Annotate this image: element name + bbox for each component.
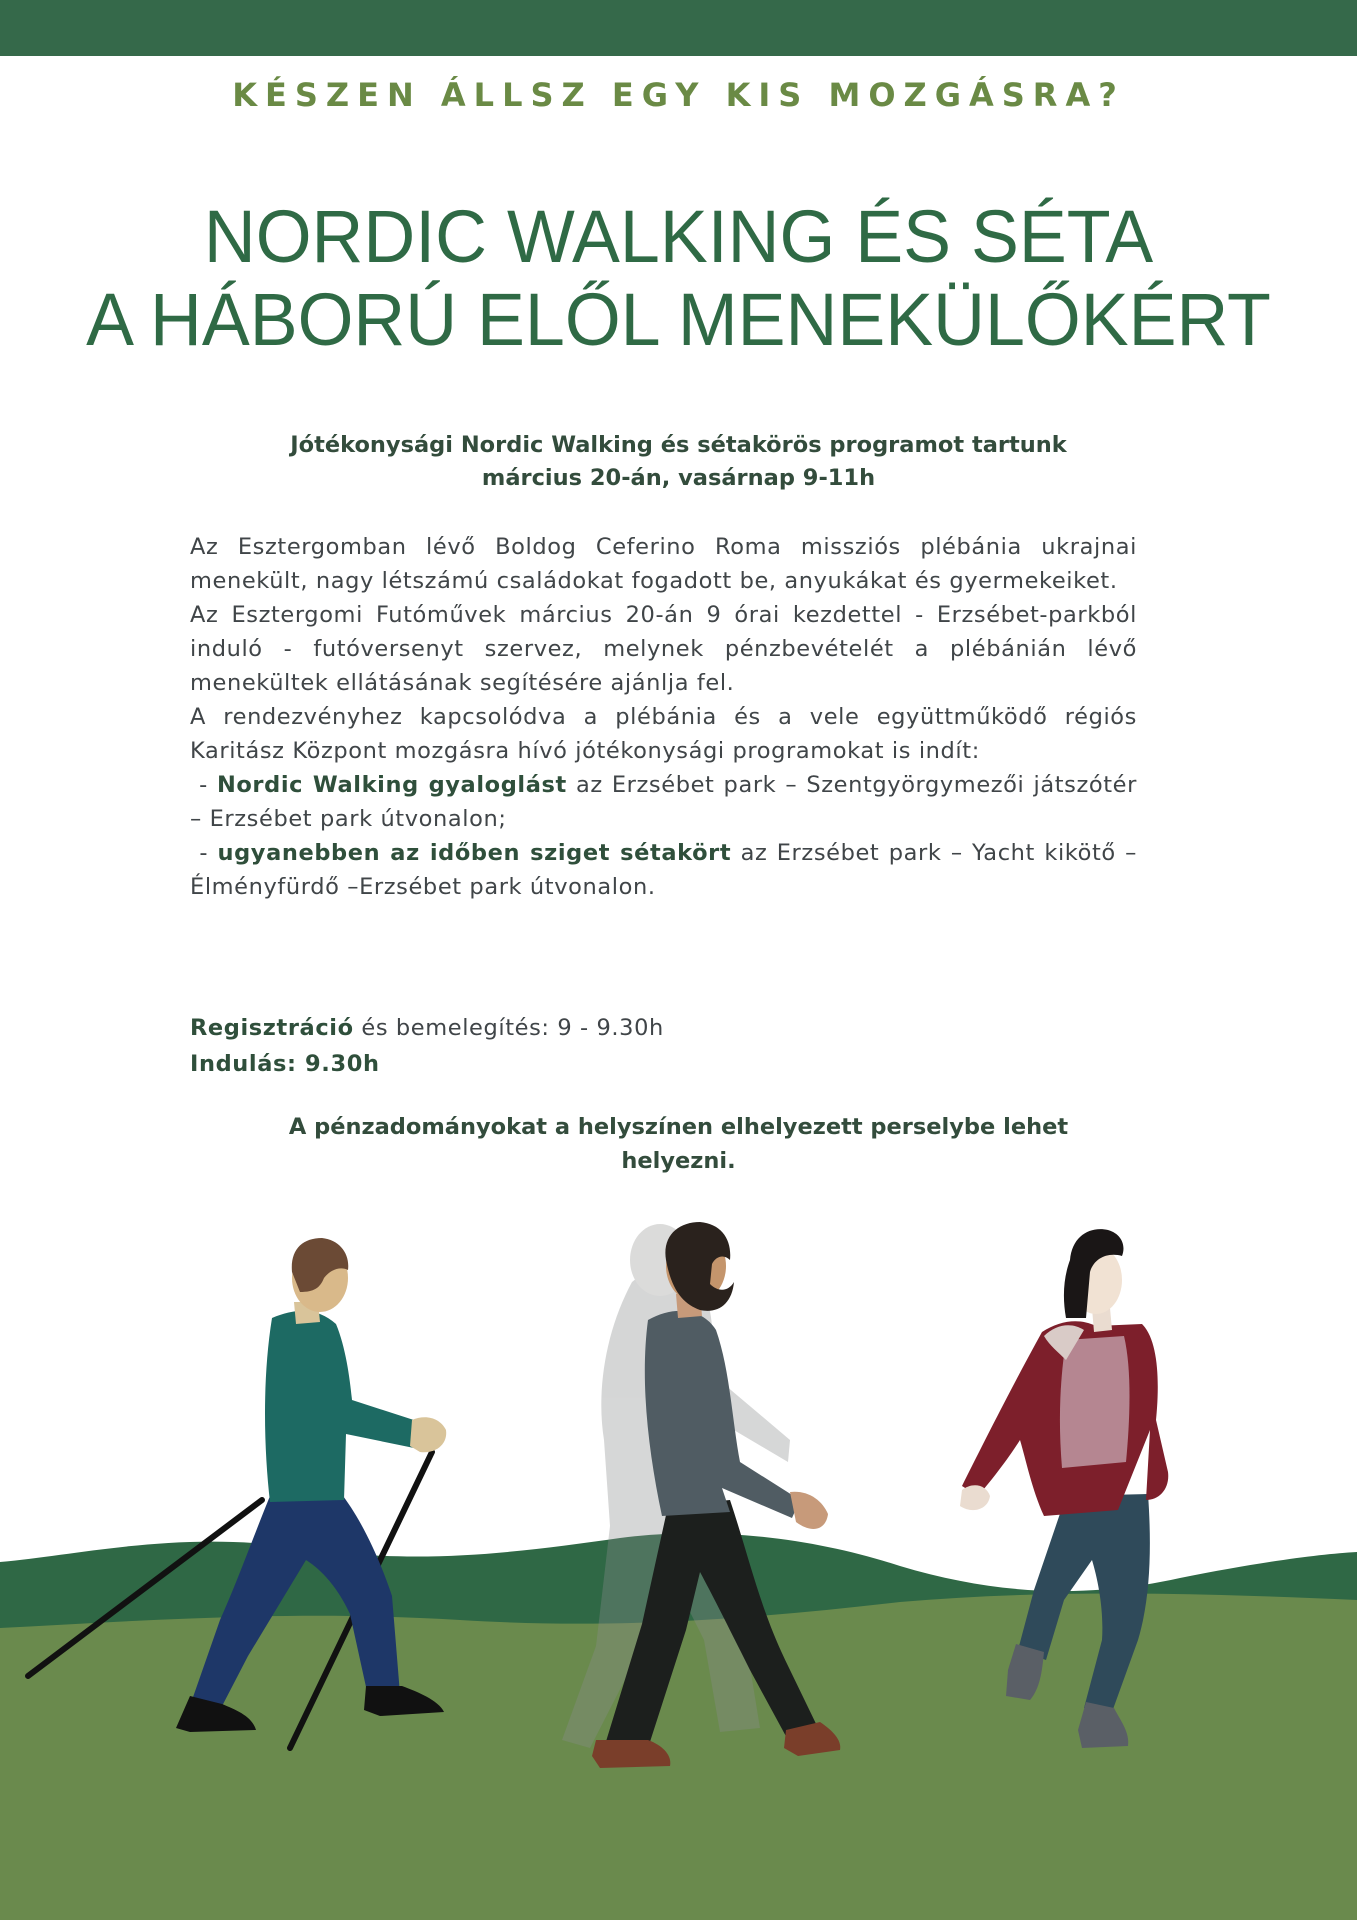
kicker-text: KÉSZEN ÁLLSZ EGY KIS MOZGÁSRA? <box>232 76 1125 114</box>
paragraph-programs: A rendezvényhez kapcsolódva a plébánia és a vele együttműködő régiós Karitász Központ mozgásra hívó jótékonysági programokat is indít: <box>190 704 1137 764</box>
intro-line-2: március 20-án, vasárnap 9-11h <box>481 465 876 491</box>
title-line-1: NORDIC WALKING ÉS SÉTA <box>203 195 1154 278</box>
intro-line-1: Jótékonysági Nordic Walking és sétakörös programot tartunk <box>290 432 1067 458</box>
program-item-nordic-route: az Erzsébet park – Szentgyörgymezői játszótér – Erzsébet park útvonalon; <box>190 772 1137 832</box>
item-dash: - <box>190 772 217 798</box>
intro-block <box>190 429 1167 495</box>
walkers-illustration <box>0 1200 1357 1920</box>
registration-label: Regisztráció <box>190 1015 354 1041</box>
donation-line-1: A pénzadományokat a helyszínen elhelyezett perselybe lehet <box>288 1114 1069 1140</box>
body-text <box>190 530 1137 904</box>
schedule-block <box>190 1010 1090 1082</box>
page-title <box>20 195 1336 361</box>
donation-line-2: helyezni. <box>621 1148 736 1174</box>
program-item-nordic-title: Nordic Walking gyaloglást <box>216 772 567 798</box>
start-time: 9.30h <box>296 1051 380 1077</box>
start-label: Indulás: <box>190 1051 297 1077</box>
paragraph-race: Az Esztergomi Futóművek március 20-án 9 órai kezdettel - Erzsébet-parkból induló - futóversenyt szervez, melynek pénzbevételét a plébánián lévő menekültek ellátásának segítésére ajánlja fel. <box>190 602 1137 696</box>
registration-line <box>190 1010 1090 1046</box>
program-item-walk <box>190 836 1137 904</box>
title-line-2: A HÁBORÚ ELŐL MENEKÜLŐKÉRT <box>86 278 1271 361</box>
registration-time: és bemelegítés: 9 - 9.30h <box>353 1015 664 1041</box>
item-dash: - <box>190 840 218 866</box>
top-bar <box>0 0 1357 56</box>
donation-note <box>190 1110 1167 1178</box>
start-line <box>190 1046 1090 1082</box>
program-item-walk-title: ugyanebben az időben sziget sétakört <box>217 840 732 866</box>
program-item-nordic <box>190 768 1137 836</box>
paragraph-parish: Az Esztergomban lévő Boldog Ceferino Roma missziós plébánia ukrajnai menekült, nagy létszámú családokat fogadott be, anyukákat és gyermekeiket. <box>190 534 1137 594</box>
program-item-walk-route: az Erzsébet park – Yacht kikötő – Élményfürdő –Erzsébet park útvonalon. <box>190 840 1138 900</box>
